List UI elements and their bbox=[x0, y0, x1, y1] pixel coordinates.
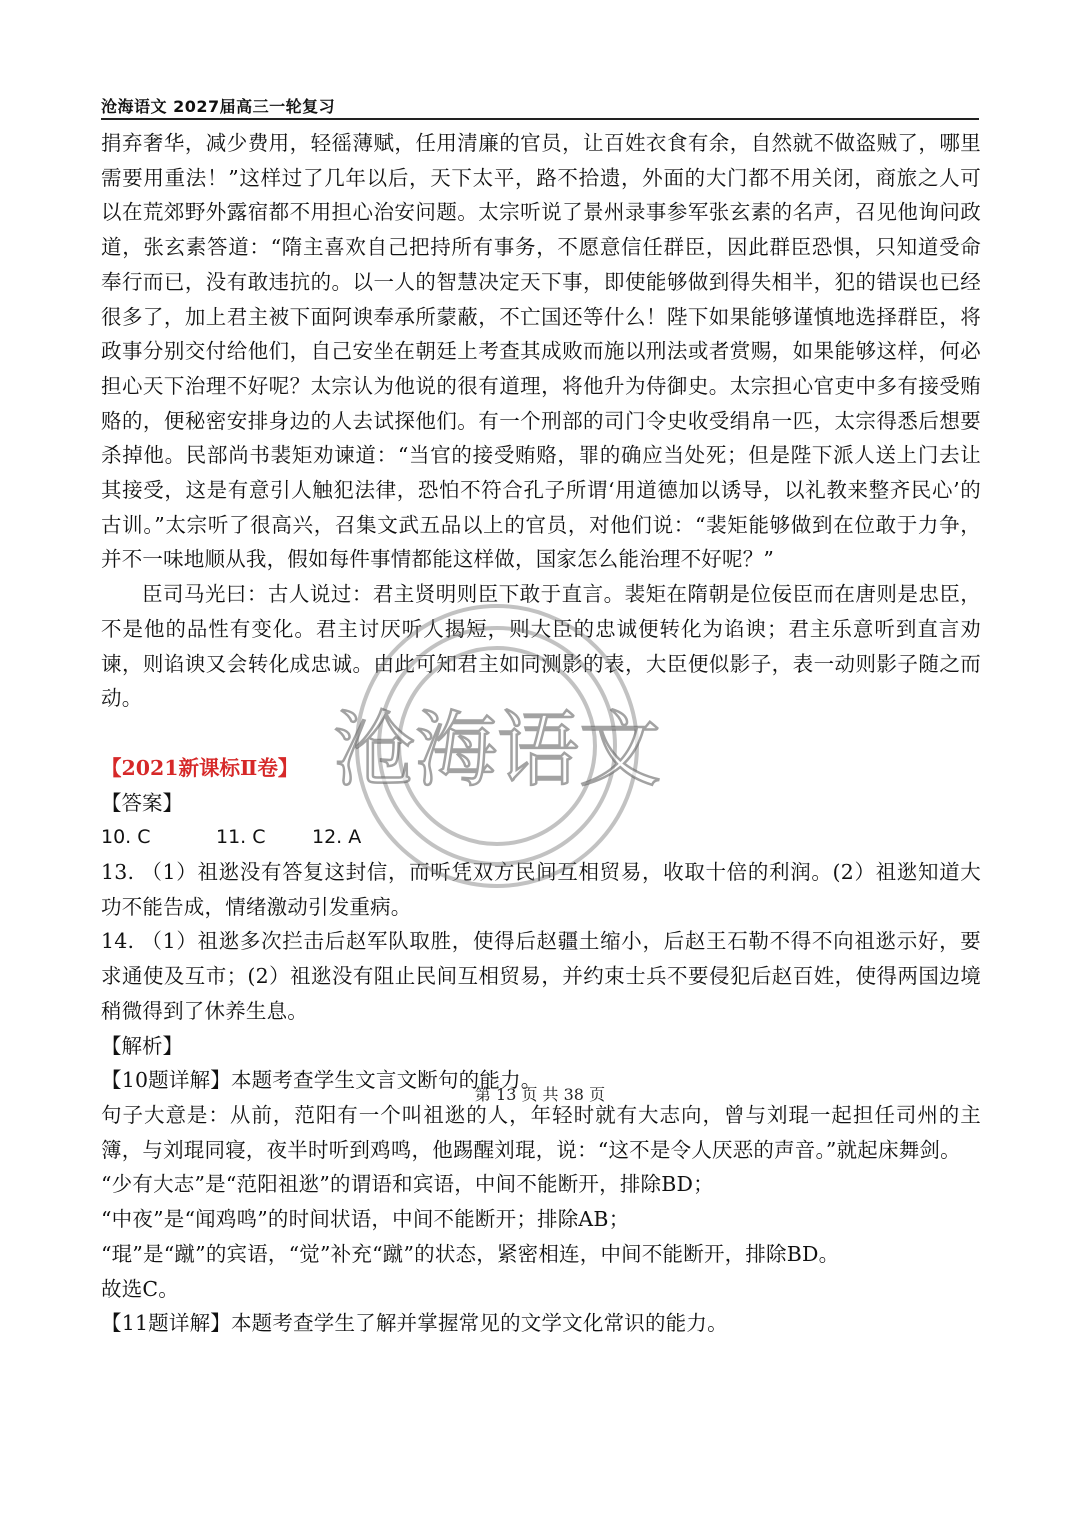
analysis-line-2: “中夜”是“闻鸡鸣”的时间状语，中间不能断开；排除AB； bbox=[101, 1207, 630, 1232]
translation-paragraph: 捐弃奢华，减少费用，轻徭薄赋，任用清廉的官员，让百姓衣食有余，自然就不做盗贼了，哪里需要用重法！”这样过了几年以后，天下太平，路不拾遗，外面的大门都不用关闭，商旅之人可以在荒郊野外露宿都不用担心治安问题。太宗听说了景州录事参军张玄素的名声，召见他询问政道，张玄素答道：“隋主喜欢自己把持所有事务，不愿意信任群臣，因此群臣恐惧，只知道受命奉行而已，没有敢违抗的。以一人的智慧决定天下事，即使能够做到得失相半，犯的错误也已经很多了，加上君主被下面阿谀奉承所蒙蔽，不亡国还等什么！陛下如果能够谨慎地选择群臣，将政事分别交付给他们，自己安坐在朝廷上考查其成败而施以刑法或者赏赐，如果能够这样，何必担心天下治理不好呢？太宗认为他说的很有道理，将他升为侍御史。太宗担心官吏中多有接受贿赂的，便秘密安排身边的人去试探他们。有一个刑部的司门令史收受绢帛一匹，太宗得悉后想要杀掉他。民部尚书裴矩劝谏道：“当官的接受贿赂，罪的确应当处死；但是陛下派人送上门去让其接受，这是有意引人触犯法律，恐怕不符合孔子所谓‘用道德加以诱导，以礼教来整齐民心’的古训。”太宗听了很高兴，召集文武五品以上的官员，对他们说：“裴矩能够做到在位敢于力争，并不一味地顺从我，假如每件事情都能这样做，国家怎么能治理不好呢？” bbox=[101, 131, 981, 572]
answer-10: 10. C bbox=[101, 826, 151, 849]
page-footer: 第 13 页 共 38 页 bbox=[474, 1085, 606, 1104]
document-body bbox=[101, 126, 981, 1341]
header-title: 沧海语文 2027届高三一轮复习 bbox=[101, 97, 336, 116]
analysis-label: 【解析】 bbox=[101, 1033, 183, 1058]
q11-detail: 【11题详解】本题考查学生了解并掌握常见的文学文化常识的能力。 bbox=[101, 1311, 728, 1336]
answer-11: 11. C bbox=[216, 826, 266, 849]
analysis-line-3: “琨”是“蹴”的宾语，“觉”补充“蹴”的状态，紧密相连，中间不能断开，排除BD。 bbox=[101, 1241, 840, 1266]
sentence-meaning: 句子大意是：从前，范阳有一个叫祖逖的人，年轻时就有大志向，曾与刘琨一起担任司州的主簿，与刘琨同寝，夜半时听到鸡鸣，他踢醒刘琨，说：“这不是令人厌恶的声音。”就起床舞剑。 bbox=[101, 1102, 981, 1162]
watermark-text: 沧海语文 bbox=[332, 703, 662, 798]
analysis-line-1: “少有大志”是“范阳祖逖”的谓语和宾语，中间不能断开，排除BD； bbox=[101, 1172, 714, 1197]
answer-row bbox=[101, 820, 981, 855]
spacer bbox=[101, 716, 981, 751]
sima-guang-comment: 臣司马光曰：古人说过：君主贤明则臣下敢于直言。裴矩在隋朝是位佞臣而在唐则是忠臣，不是他的品性有变化。君主讨厌听人揭短，则大臣的忠诚便转化为谄谀；君主乐意听到直言劝谏，则谄谀又会转化成忠诚。由此可知君主如同测影的表，大臣便似影子，表一动则影子随之而动。 bbox=[101, 582, 981, 711]
section-title: 【2021新课标Ⅱ卷】 bbox=[101, 755, 299, 780]
page-header bbox=[101, 94, 979, 120]
answer-14: 14. （1）祖逖多次拦击后赵军队取胜，使得后赵疆土缩小，后赵王石勒不得不向祖逖示好，要求通使及互市；(2）祖逖没有阻止民间互相贸易，并约束士兵不要侵犯后赵百姓，使得两国边境稍微得到了休养生息。 bbox=[101, 929, 981, 1023]
answer-13: 13. （1）祖逖没有答复这封信，而听凭双方民间互相贸易，收取十倍的利润。(2）祖逖知道大功不能告成，情绪激动引发重病。 bbox=[101, 860, 981, 919]
analysis-line-4: 故选C。 bbox=[101, 1276, 179, 1301]
q10-detail: 【10题详解】本题考查学生文言文断句的能力。 bbox=[101, 1068, 542, 1093]
answer-12: 12. A bbox=[312, 826, 362, 849]
answer-label: 【答案】 bbox=[101, 790, 183, 815]
